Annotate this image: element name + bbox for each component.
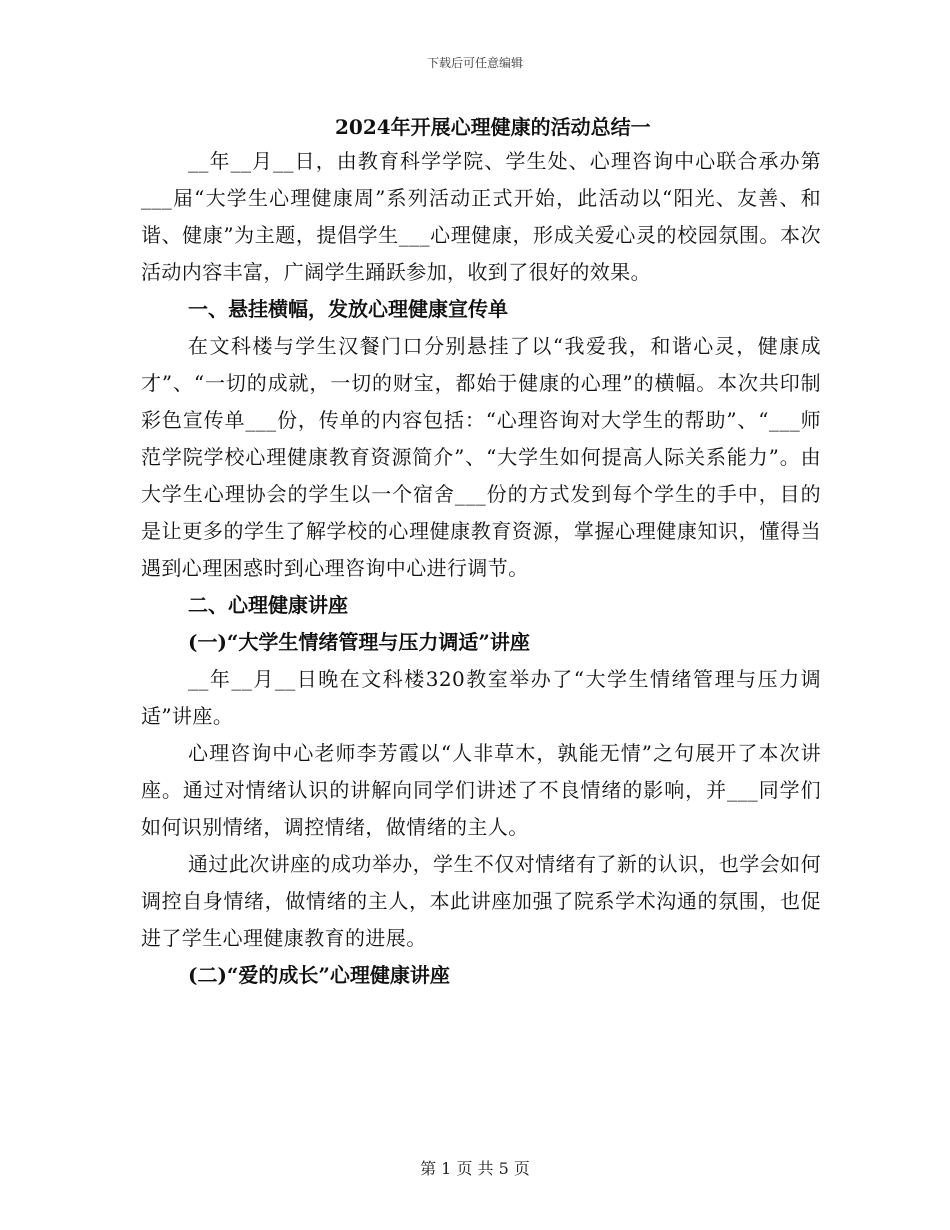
page-number: 第 1 页 共 5 页 (420, 1159, 530, 1178)
section2-sub1-paragraph-2: 心理咨询中心老师李芳霞以“人非草木，孰能无情”之句展开了本次讲座。通过对情绪认识的讲解向同学们讲述了不良情绪的影响，并___同学们如何识别情绪，调控情绪，做情绪的主人。 (141, 741, 821, 839)
section2-sub1-paragraph-3: 通过此次讲座的成功举办，学生不仅对情绪有了新的认识，也学会如何调控自身情绪，做情绪的主人，本此讲座加强了院系学术沟通的氛围，也促进了学生心理健康教育的进展。 (141, 852, 821, 950)
document-title: 2024年开展心理健康的活动总结一 (335, 115, 651, 139)
header-note: 下载后可任意编辑 (426, 56, 523, 70)
section1-heading: 一、悬挂横幅，发放心理健康宣传单 (188, 297, 508, 321)
section2-sub1-paragraph-1: __年__月__日晚在文科楼320教室举办了“大学生情绪管理与压力调适”讲座。 (141, 667, 821, 728)
section2-heading: 二、心理健康讲座 (188, 593, 348, 617)
section2-sub1-heading: (一)“大学生情绪管理与压力调适”讲座 (188, 630, 530, 654)
intro-paragraph: __年__月__日，由教育科学学院、学生处、心理咨询中心联合承办第___届“大学生心理健康周”系列活动正式开始，此活动以“阳光、友善、和谐、健康”为主题，提倡学生___心理健康，形成关爱心灵的校园氛围。本次活动内容丰富，广阔学生踊跃参加，收到了很好的效果。 (141, 149, 821, 284)
section1-paragraph: 在文科楼与学生汉餐门口分别悬挂了以“我爱我，和谐心灵，健康成才”、“一切的成就，一切的财宝，都始于健康的心理”的横幅。本次共印制彩色宣传单___份，传单的内容包括：“心理咨询对大学生的帮助”、“___师范学院学校心理健康教育资源简介”、“大学生如何提高人际关系能力”。由大学生心理协会的学生以一个宿舍___份的方式发到每个学生的手中，目的是让更多的学生了解学校的心理健康教育资源，掌握心理健康知识，懂得当遇到心理困惑时到心理咨询中心进行调节。 (141, 334, 821, 580)
document-body (141, 111, 821, 994)
section2-sub2-heading: (二)“爱的成长”心理健康讲座 (188, 963, 450, 987)
